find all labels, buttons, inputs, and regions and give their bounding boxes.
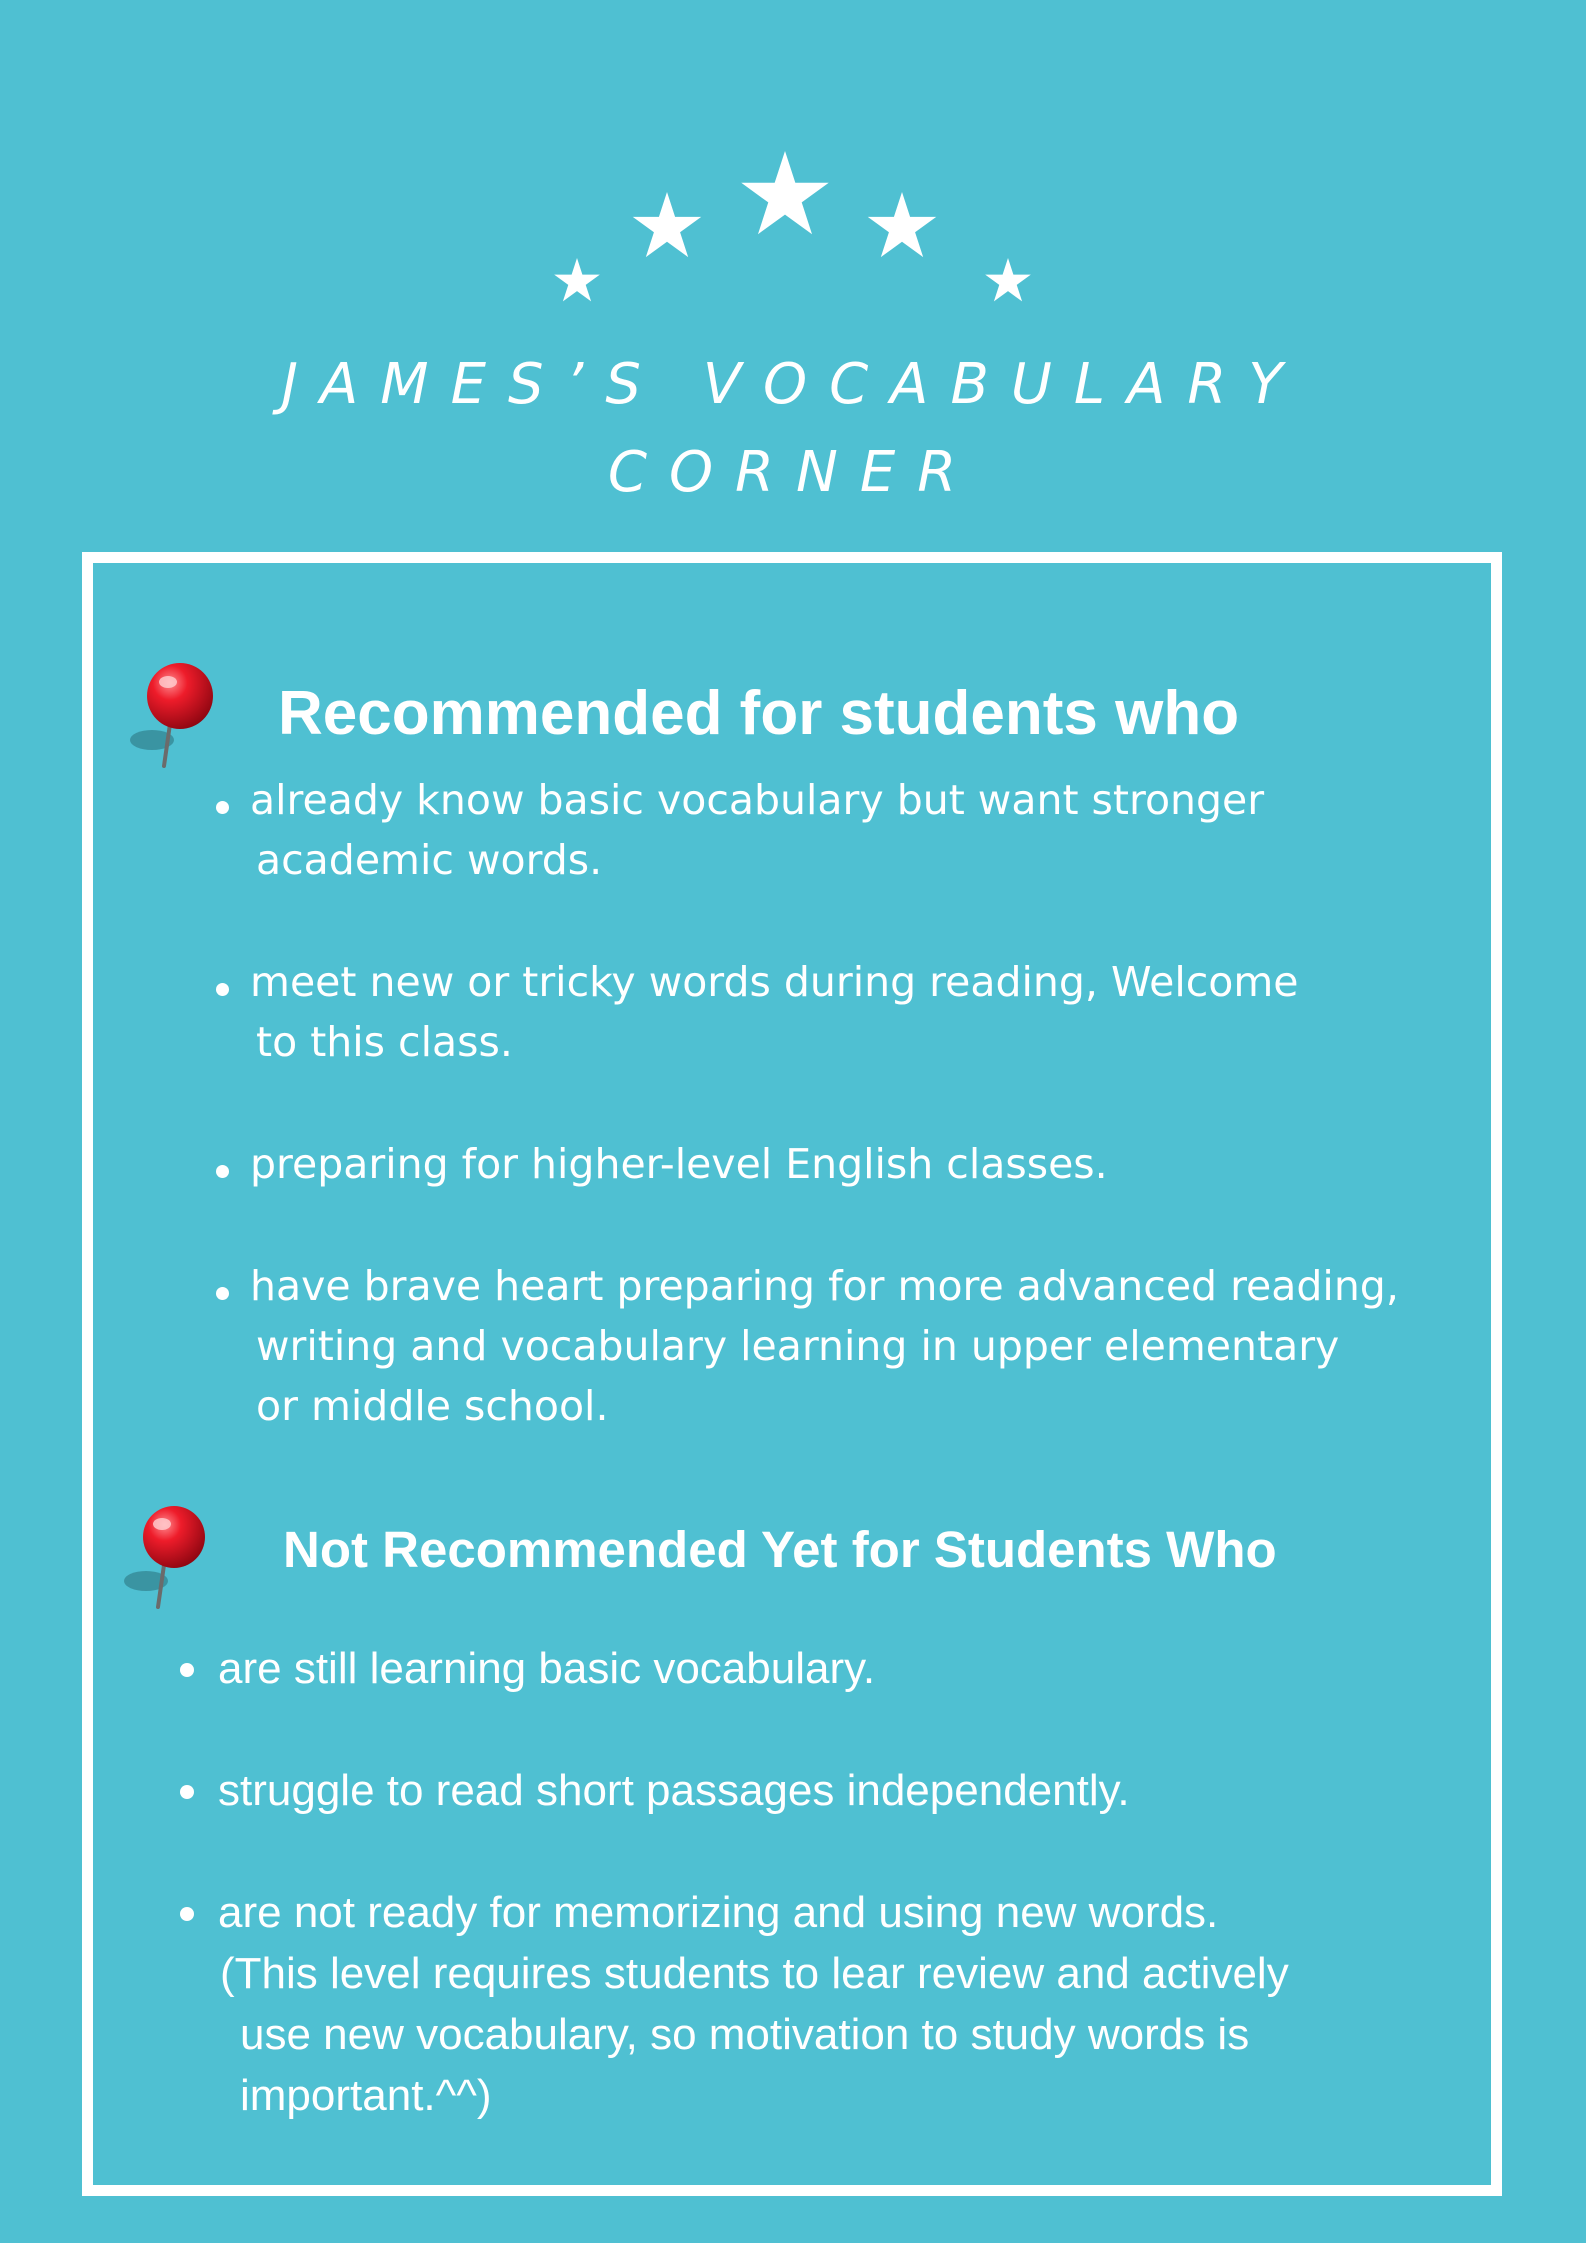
page-title-line-1: JAMES’S VOCABULARY — [281, 352, 1305, 417]
bullet — [216, 983, 229, 996]
list-item-line: struggle to read short passages independently. — [218, 1766, 1130, 1815]
page-title-line-2: CORNER — [607, 440, 979, 505]
list-item-line: use new vocabulary, so motivation to study words is — [240, 2010, 1250, 2059]
bullet — [180, 1785, 194, 1799]
bullet — [216, 801, 229, 814]
list-item-line: already know basic vocabulary but want stronger — [250, 776, 1265, 824]
list-item-line: academic words. — [256, 836, 603, 884]
list-item-line: writing and vocabulary learning in upper elementary — [256, 1322, 1340, 1370]
list-item-line: (This level requires students to lear review and actively — [220, 1949, 1289, 1998]
list-item-line: preparing for higher-level English classes. — [250, 1140, 1108, 1188]
bullet — [216, 1287, 229, 1300]
bullet — [180, 1907, 194, 1921]
recommended-heading: Recommended for students who — [278, 679, 1240, 748]
list-item-line: have brave heart preparing for more advanced reading, — [250, 1262, 1399, 1310]
list-item-line: are not ready for memorizing and using new words. — [218, 1888, 1219, 1937]
stars-decoration — [0, 0, 1586, 320]
star-icon — [868, 192, 936, 257]
list-item-line: important.^^) — [240, 2071, 492, 2120]
list-item-line: to this class. — [256, 1018, 513, 1066]
pushpin-icon — [116, 1505, 226, 1617]
pushpin-icon — [122, 662, 232, 774]
star-icon — [741, 151, 829, 234]
bullet — [216, 1165, 229, 1178]
star-icon — [554, 258, 600, 301]
list-item-line: are still learning basic vocabulary. — [218, 1644, 876, 1693]
list-item-line: meet new or tricky words during reading, Welcome — [250, 958, 1299, 1006]
list-item-line: or middle school. — [256, 1382, 609, 1430]
star-icon — [985, 258, 1031, 301]
star-icon — [633, 192, 701, 257]
bullet — [180, 1663, 194, 1677]
not-recommended-heading: Not Recommended Yet for Students Who — [283, 1521, 1277, 1578]
